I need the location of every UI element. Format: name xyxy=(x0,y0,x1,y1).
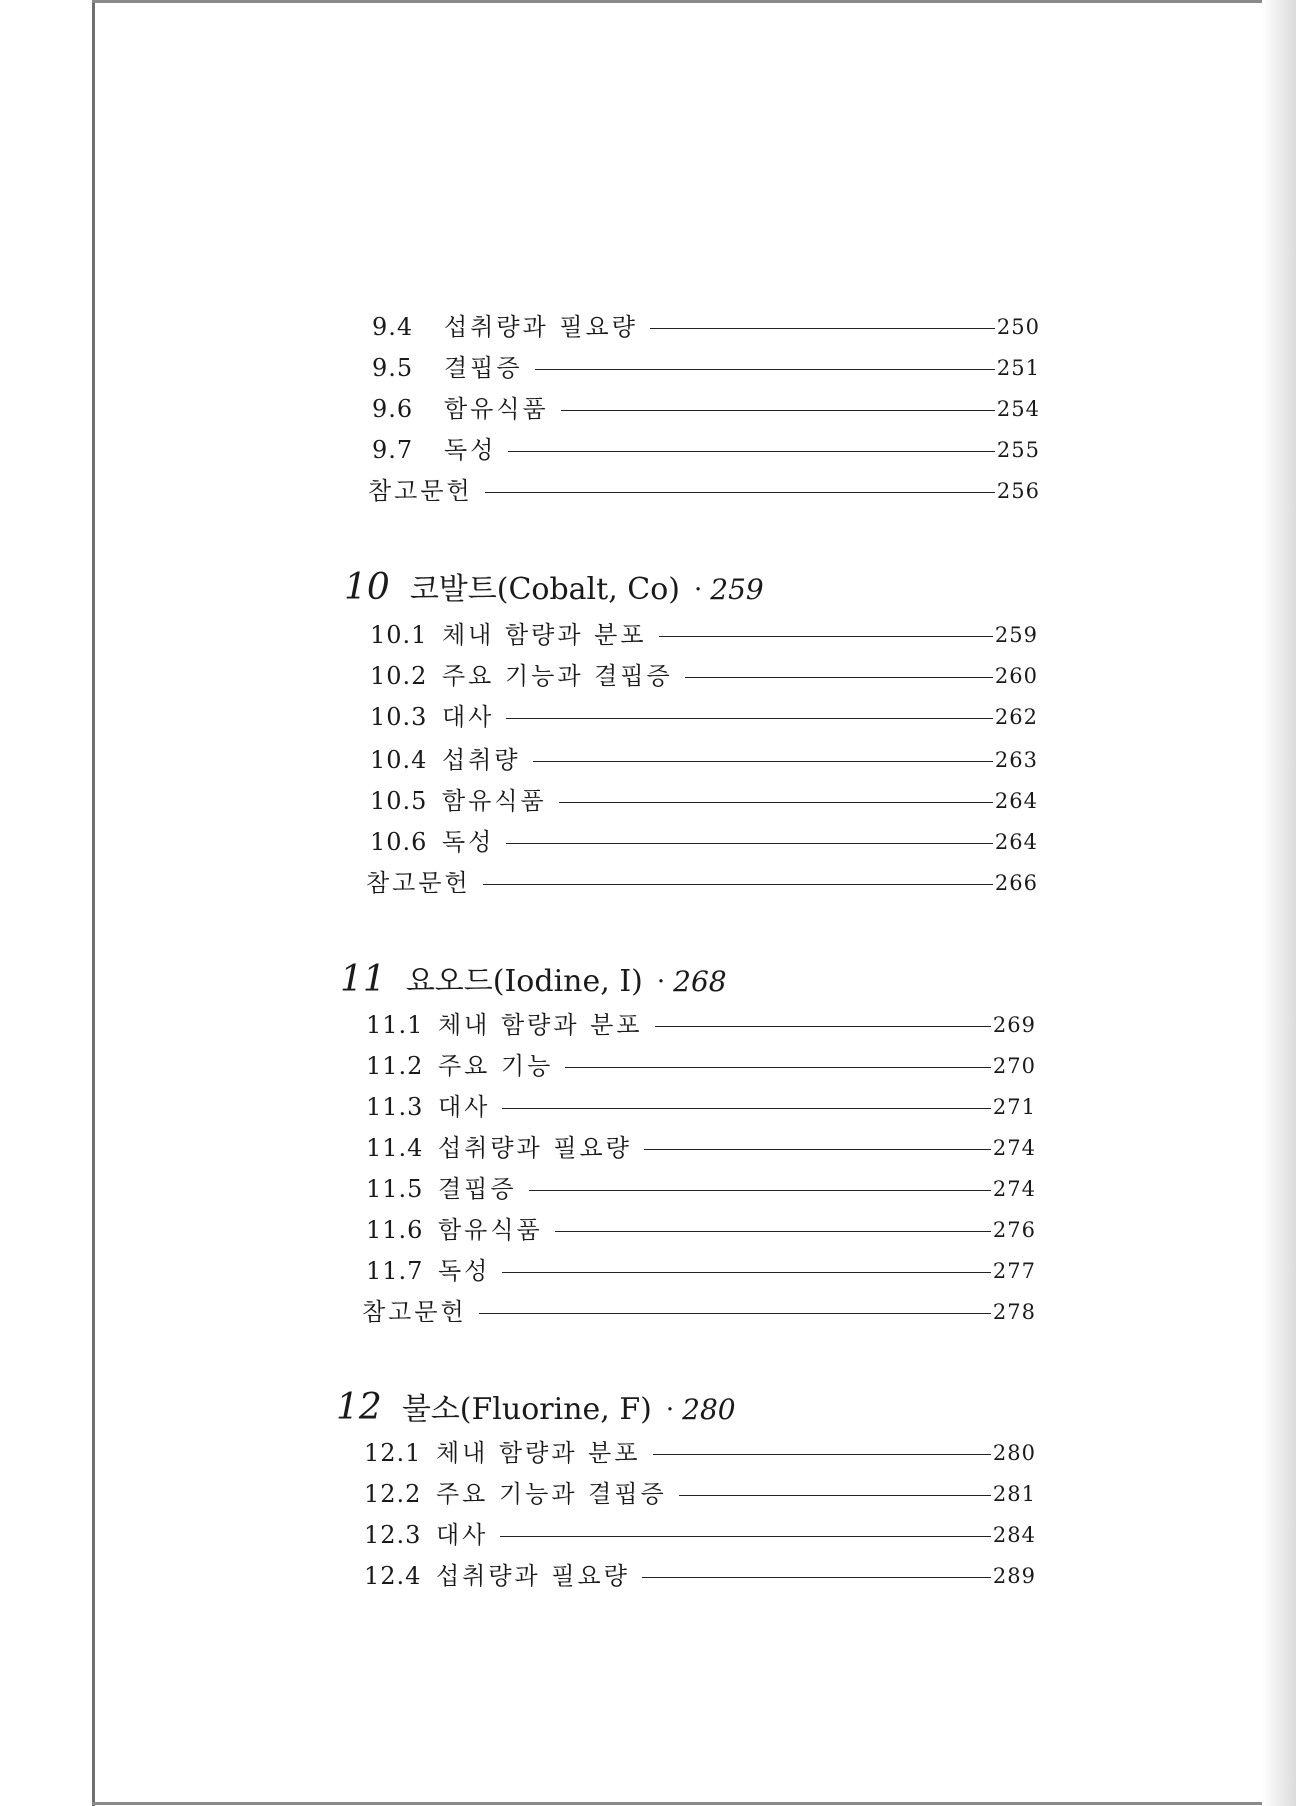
entry-page: 278 xyxy=(992,1300,1036,1324)
chapter-number: 10 xyxy=(344,567,390,608)
leader-line xyxy=(655,1026,991,1027)
entry-page: 270 xyxy=(992,1054,1036,1078)
entry-page: 274 xyxy=(992,1177,1036,1201)
leader-line xyxy=(642,1577,991,1578)
leader-line xyxy=(565,1067,991,1068)
leader-line xyxy=(479,1313,991,1314)
leader-line xyxy=(502,1108,991,1109)
entry-title: 참고문헌 xyxy=(368,477,473,505)
entry-title: 섭취량과 필요량 xyxy=(444,313,638,341)
leader-line xyxy=(650,328,995,329)
entry-title: 섭취량과 필요량 xyxy=(438,1134,632,1162)
entry-number: 10.6 xyxy=(370,828,428,856)
toc-entry[interactable] xyxy=(366,1215,1036,1245)
toc-entry[interactable] xyxy=(362,1297,1036,1327)
entry-page: 251 xyxy=(996,356,1040,380)
entry-number: 11.6 xyxy=(366,1216,424,1244)
entry-title: 주요 기능 xyxy=(438,1052,554,1080)
leader-line xyxy=(485,492,995,493)
page-right-shadow xyxy=(1262,0,1296,1806)
toc-entry[interactable] xyxy=(366,1133,1036,1163)
leader-line xyxy=(508,451,995,452)
entry-page: 262 xyxy=(994,705,1038,729)
entry-number: 9.6 xyxy=(372,395,414,423)
toc-entry[interactable] xyxy=(370,661,1038,691)
entry-title: 섭취량과 필요량 xyxy=(436,1562,630,1590)
entry-title: 함유식품 xyxy=(442,787,547,815)
entry-page: 250 xyxy=(996,315,1040,339)
leader-line xyxy=(535,369,995,370)
toc-entry[interactable] xyxy=(372,394,1040,424)
chapter-page: 268 xyxy=(673,965,727,998)
leader-line xyxy=(561,410,995,411)
entry-title: 독성 xyxy=(442,828,495,856)
page-top-border xyxy=(92,0,1282,3)
chapter-number: 11 xyxy=(340,959,386,1000)
entry-page: 269 xyxy=(992,1013,1036,1037)
entry-page: 277 xyxy=(992,1259,1036,1283)
entry-number: 12.3 xyxy=(364,1521,422,1549)
entry-title: 대사 xyxy=(438,1093,491,1121)
toc-entry[interactable] xyxy=(370,827,1038,857)
toc-entry[interactable] xyxy=(364,1438,1036,1468)
toc-entry[interactable] xyxy=(370,786,1038,816)
entry-title: 체내 함량과 분포 xyxy=(438,1011,643,1039)
toc-entry[interactable] xyxy=(366,1051,1036,1081)
toc-entry[interactable] xyxy=(368,476,1040,506)
entry-number: 10.1 xyxy=(370,621,428,649)
chapter-title: 불소(Fluorine, F) xyxy=(401,1392,652,1427)
leader-line xyxy=(653,1454,991,1455)
chapter-page: 280 xyxy=(682,1393,736,1426)
entry-page: 271 xyxy=(992,1095,1036,1119)
entry-title: 함유식품 xyxy=(438,1216,543,1244)
entry-number: 10.2 xyxy=(370,662,428,690)
toc-entry[interactable] xyxy=(372,435,1040,465)
entry-title: 대사 xyxy=(436,1521,489,1549)
toc-entry[interactable] xyxy=(364,1561,1036,1591)
leader-line xyxy=(500,1536,991,1537)
chapter-heading[interactable] xyxy=(340,958,727,1002)
entry-number: 9.7 xyxy=(372,436,414,464)
toc-entry[interactable] xyxy=(366,1174,1036,1204)
entry-page: 263 xyxy=(994,748,1038,772)
entry-page: 259 xyxy=(994,623,1038,647)
leader-line xyxy=(506,843,993,844)
toc-entry[interactable] xyxy=(366,868,1038,898)
entry-page: 289 xyxy=(992,1564,1036,1588)
entry-number: 9.5 xyxy=(372,354,414,382)
entry-page: 284 xyxy=(992,1523,1036,1547)
toc-entry[interactable] xyxy=(364,1520,1036,1550)
entry-title: 체내 함량과 분포 xyxy=(442,621,647,649)
entry-title: 독성 xyxy=(444,436,497,464)
entry-page: 264 xyxy=(994,789,1038,813)
entry-title: 함유식품 xyxy=(444,395,549,423)
leader-line xyxy=(529,1190,991,1191)
entry-page: 266 xyxy=(994,871,1038,895)
toc-entry[interactable] xyxy=(372,312,1040,342)
entry-number: 11.3 xyxy=(366,1093,424,1121)
entry-number: 10.3 xyxy=(370,703,428,731)
entry-title: 체내 함량과 분포 xyxy=(436,1439,641,1467)
entry-page: 254 xyxy=(996,397,1040,421)
entry-number: 11.1 xyxy=(366,1011,424,1039)
leader-line xyxy=(679,1495,991,1496)
entry-title: 참고문헌 xyxy=(362,1298,467,1326)
chapter-heading[interactable] xyxy=(344,566,764,610)
entry-page: 264 xyxy=(994,830,1038,854)
chapter-separator: · xyxy=(694,575,703,605)
chapter-heading[interactable] xyxy=(336,1386,736,1430)
entry-page: 260 xyxy=(994,664,1038,688)
entry-number: 12.4 xyxy=(364,1562,422,1590)
toc-entry[interactable] xyxy=(366,1010,1036,1040)
toc-entry[interactable] xyxy=(370,745,1038,775)
leader-line xyxy=(506,718,993,719)
toc-entry[interactable] xyxy=(364,1479,1036,1509)
leader-line xyxy=(555,1231,991,1232)
entry-title: 섭취량 xyxy=(442,746,521,774)
entry-title: 독성 xyxy=(438,1257,491,1285)
entry-number: 11.2 xyxy=(366,1052,424,1080)
entry-number: 11.7 xyxy=(366,1257,424,1285)
leader-line xyxy=(483,884,993,885)
toc-entry[interactable] xyxy=(366,1256,1036,1286)
chapter-title: 코발트(Cobalt, Co) xyxy=(409,572,681,607)
leader-line xyxy=(502,1272,991,1273)
toc-entry[interactable] xyxy=(370,620,1038,650)
chapter-separator: · xyxy=(665,1395,675,1425)
entry-title: 결핍증 xyxy=(438,1175,517,1203)
entry-title: 결핍증 xyxy=(444,354,523,382)
entry-page: 276 xyxy=(992,1218,1036,1242)
leader-line xyxy=(659,636,993,637)
page-left-border xyxy=(92,0,95,1806)
entry-title: 참고문헌 xyxy=(366,869,471,897)
entry-number: 12.1 xyxy=(364,1439,422,1467)
leader-line xyxy=(685,677,993,678)
chapter-separator: · xyxy=(656,967,666,997)
leader-line xyxy=(644,1149,991,1150)
entry-number: 9.4 xyxy=(372,313,414,341)
leader-line xyxy=(533,761,993,762)
entry-title: 주요 기능과 결핍증 xyxy=(436,1480,667,1508)
leader-line xyxy=(559,802,993,803)
entry-page: 256 xyxy=(996,479,1040,503)
entry-page: 274 xyxy=(992,1136,1036,1160)
entry-number: 10.4 xyxy=(370,746,428,774)
chapter-title: 요오드(Iodine, I) xyxy=(405,964,643,999)
page-bottom-border xyxy=(92,1802,1282,1805)
entry-page: 281 xyxy=(992,1482,1036,1506)
entry-page: 255 xyxy=(996,438,1040,462)
chapter-page: 259 xyxy=(710,573,764,606)
entry-number: 11.5 xyxy=(366,1175,424,1203)
scan-margin xyxy=(0,0,92,1806)
toc-entry[interactable] xyxy=(366,1092,1036,1122)
chapter-number: 12 xyxy=(336,1387,382,1428)
entry-title: 주요 기능과 결핍증 xyxy=(442,662,673,690)
entry-title: 대사 xyxy=(442,703,495,731)
entry-number: 10.5 xyxy=(370,787,428,815)
entry-number: 12.2 xyxy=(364,1480,422,1508)
toc-entry[interactable] xyxy=(370,702,1038,732)
toc-entry[interactable] xyxy=(372,353,1040,383)
entry-number: 11.4 xyxy=(366,1134,424,1162)
entry-page: 280 xyxy=(992,1441,1036,1465)
